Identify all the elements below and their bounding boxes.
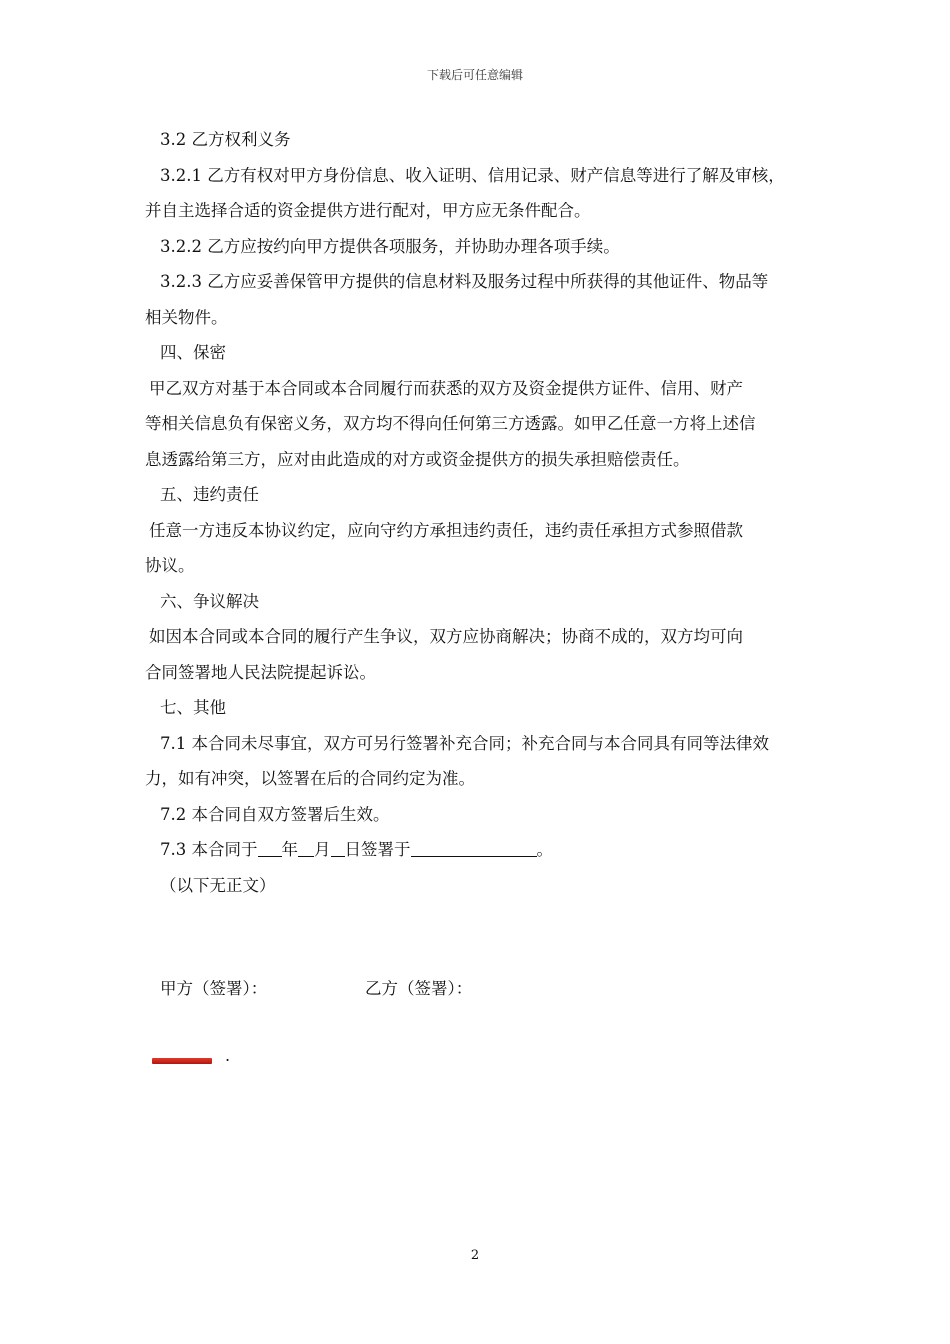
paragraph-line: 并自主选择合适的资金提供方进行配对，甲方应无条件配合。 [145,201,591,220]
year-label: 年 [281,840,298,859]
year-blank [258,838,282,857]
date-end: 。 [536,840,553,859]
place-blank [411,838,537,857]
red-seal-bar [152,1058,212,1064]
day-blank [331,838,345,857]
month-label: 月 [314,840,331,859]
paragraph-line: 协议。 [145,556,195,575]
dot-mark: . [225,1046,231,1065]
date-line [145,832,817,868]
section-heading: 3.2 乙方权利义务 [160,130,291,149]
date-prefix: 7.3 本合同于 [160,840,258,859]
paragraph-line: 3.2.2 乙方应按约向甲方提供各项服务，并协助办理各项手续。 [160,236,620,256]
paragraph-line: 等相关信息负有保密义务，双方均不得向任何第三方透露。如甲乙任意一方将上述信 [145,414,756,433]
paragraph-line: 甲乙双方对基于本合同或本合同履行而获悉的双方及资金提供方证件、信用、财产 [149,378,743,398]
paragraph-line: 3.2.3 乙方应妥善保管甲方提供的信息材料及服务过程中所获得的其他证件、物品等 [160,272,769,291]
contract-body [145,122,817,903]
no-text-note: （以下无正文） [160,875,276,895]
page-header: 下载后可任意编辑 [426,68,523,82]
month-blank [298,838,314,857]
day-label: 日签署于 [344,840,411,859]
paragraph-line: 7.2 本合同自双方签署后生效。 [160,804,390,824]
section-heading: 七、其他 [160,698,226,717]
section-heading: 四、保密 [160,343,226,362]
section-heading: 五、违约责任 [160,485,259,504]
page-number: 2 [470,1248,480,1263]
paragraph-line: 合同签署地人民法院提起诉讼。 [145,662,376,682]
paragraph-line: 息透露给第三方，应对由此造成的对方或资金提供方的损失承担赔偿责任。 [145,449,690,469]
paragraph-line: 任意一方违反本协议约定，应向守约方承担违约责任，违约责任承担方式参照借款 [149,520,743,540]
paragraph-line: 3.2.1 乙方有权对甲方身份信息、收入证明、信用记录、财产信息等进行了解及审核， [160,165,785,185]
paragraph-line: 相关物件。 [145,307,228,327]
paragraph-line: 如因本合同或本合同的履行产生争议，双方应协商解决；协商不成的，双方均可向 [149,627,743,646]
section-heading: 六、争议解决 [160,591,259,611]
party-b-signature: 乙方（签署）： [365,979,473,998]
paragraph-line: 力，如有冲突，以签署在后的合同约定为准。 [145,769,475,788]
signature-row [160,975,473,999]
paragraph-line: 7.1 本合同未尽事宜，双方可另行签署补充合同；补充合同与本合同具有同等法律效 [160,733,769,753]
party-a-signature: 甲方（签署）： [160,979,268,998]
